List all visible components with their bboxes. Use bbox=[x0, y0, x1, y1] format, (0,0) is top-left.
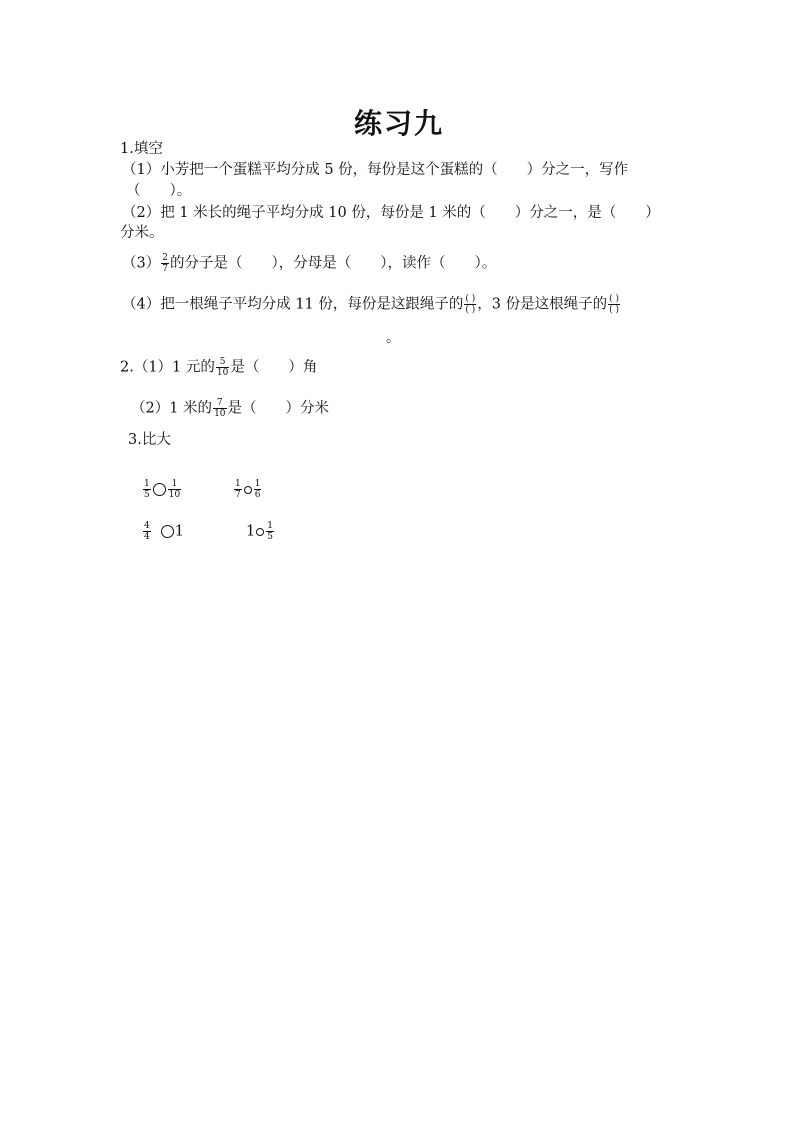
fraction bbox=[266, 521, 274, 542]
fraction bbox=[216, 357, 229, 378]
frac-num: ( ) bbox=[465, 294, 476, 304]
frac-num: 5 bbox=[219, 357, 226, 367]
compare-value: 1 bbox=[174, 523, 184, 540]
frac-num: 2 bbox=[162, 253, 168, 263]
section3-heading: 3.比大 bbox=[128, 432, 171, 448]
compare-circle[interactable] bbox=[161, 525, 174, 538]
frac-den: 5 bbox=[144, 490, 150, 500]
q4-text: （4）把一根绳子平均分成 11 份，每份是这跟绳子的 bbox=[122, 296, 464, 313]
q1-line1: （1）小芳把一个蛋糕平均分成 5 份，每份是这个蛋糕的（ ）分之一，写作 bbox=[122, 162, 629, 178]
fraction-blank bbox=[464, 294, 476, 315]
q2-line2: 分米。 bbox=[120, 225, 164, 241]
fraction bbox=[143, 479, 151, 500]
frac-num: 1 bbox=[254, 479, 261, 489]
frac-den: 7 bbox=[235, 490, 241, 500]
frac-den: 5 bbox=[267, 532, 273, 542]
s2-q1-prefix: 2.（1）1 元的 bbox=[120, 359, 215, 376]
frac-den: 10 bbox=[168, 490, 181, 500]
frac-num: 1 bbox=[171, 479, 178, 489]
compare-circle[interactable] bbox=[256, 528, 264, 536]
section1-heading: 1.填空 bbox=[120, 141, 163, 157]
fraction bbox=[143, 521, 151, 542]
compare-1 bbox=[142, 479, 182, 500]
fraction-blank bbox=[608, 294, 620, 315]
frac-num: 7 bbox=[216, 398, 223, 408]
q1-line2: （ ）。 bbox=[126, 183, 192, 199]
frac-den: ( ) bbox=[465, 305, 476, 315]
frac-den: 4 bbox=[144, 532, 150, 542]
frac-num: 1 bbox=[267, 521, 273, 531]
frac-num: 1 bbox=[144, 479, 150, 489]
q3-suffix: 的分子是（ ），分母是（ ），读作（ ）。 bbox=[169, 255, 497, 272]
q3-prefix: （3） bbox=[122, 255, 161, 272]
frac-den: 7 bbox=[162, 264, 168, 274]
s2-q1-suffix: 是（ ）角 bbox=[230, 359, 318, 376]
fraction bbox=[234, 479, 242, 500]
compare-4 bbox=[246, 521, 275, 542]
frac-den: 10 bbox=[216, 368, 229, 378]
compare-circle[interactable] bbox=[153, 483, 166, 496]
frac-num: 1 bbox=[235, 479, 241, 489]
compare-2 bbox=[233, 479, 262, 500]
s2-q2-prefix: （2）1 米的 bbox=[131, 400, 213, 417]
fraction bbox=[213, 398, 226, 419]
q4-line bbox=[122, 294, 621, 315]
compare-value: 1 bbox=[246, 523, 256, 540]
s2-q2 bbox=[131, 398, 329, 419]
q2-line1: （2）把 1 米长的绳子平均分成 10 份，每份是 1 米的（ ）分之一，是（ ） bbox=[122, 205, 660, 221]
q4-mid: ，3 份是这根绳子的 bbox=[477, 296, 608, 313]
frac-den: 6 bbox=[254, 490, 261, 500]
frac-den: ( ) bbox=[609, 305, 620, 315]
s2-q1 bbox=[120, 357, 317, 378]
frac-den: 10 bbox=[214, 409, 226, 419]
compare-3 bbox=[142, 521, 184, 542]
frac-num: ( ) bbox=[609, 294, 620, 304]
frac-num: 4 bbox=[144, 521, 150, 531]
page-title: 练习九 bbox=[354, 107, 445, 140]
fraction bbox=[168, 479, 181, 500]
q4-end: 。 bbox=[386, 330, 401, 346]
q3-line bbox=[122, 253, 496, 274]
s2-q2-suffix: 是（ ）分米 bbox=[227, 400, 330, 417]
fraction bbox=[254, 479, 262, 500]
compare-circle[interactable] bbox=[244, 486, 252, 494]
fraction bbox=[161, 253, 169, 274]
